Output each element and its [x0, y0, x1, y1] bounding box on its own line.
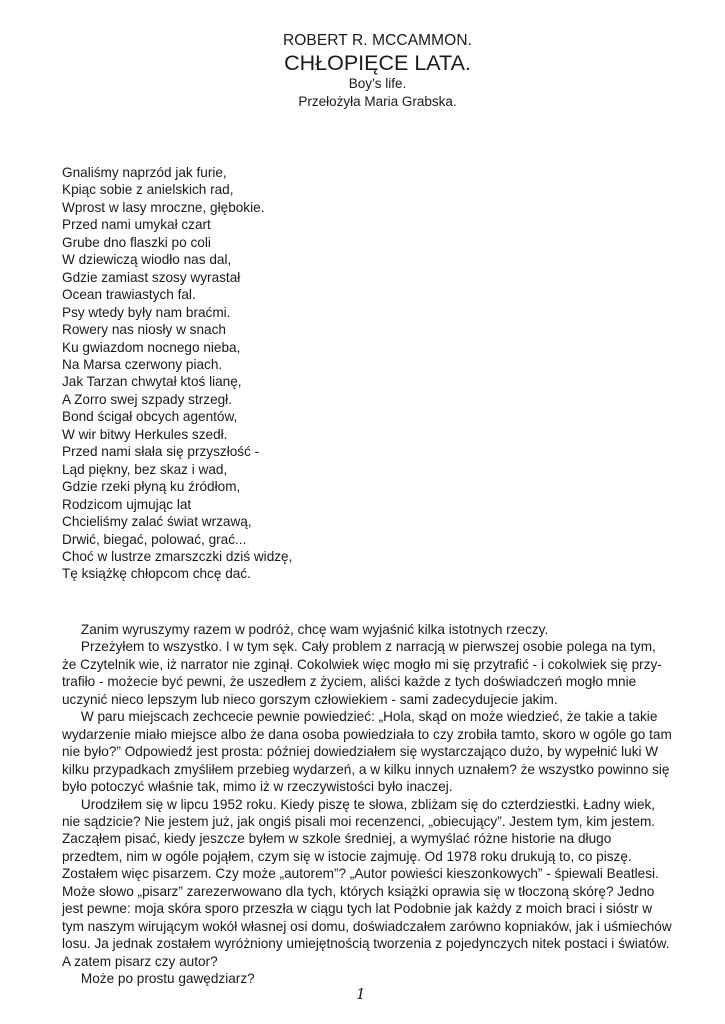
poem-line: Choć w lustrze zmarszczki dziś widzę, — [62, 548, 293, 564]
poem-line: Chcieliśmy zalać świat wrzawą, — [62, 514, 252, 530]
page-number: 1 — [356, 985, 366, 1003]
prose-line: trafiło - możecie być pewni, że uszedłem z życiem, aliści każde z tych doświadczeń mogło mnie — [62, 674, 637, 690]
translator-credit: Przełożyła Maria Grabska. — [298, 94, 457, 109]
prose-line: Zacząłem pisać, kiedy jeszcze byłem w szkole średniej, a wymyślać różne historie na długo — [62, 831, 612, 847]
prose-line: uczynić nieco lepszym lub nieco gorszym człowiekiem - sami zadecydujecie jakim. — [62, 691, 558, 707]
poem-line: Bond ścigał obcych agentów, — [62, 409, 238, 425]
prose-line: jest pewne: moja skóra sporo przeszła w ciągu tych lat Podobnie jak każdy z moich braci i sióstr w — [62, 901, 653, 917]
original-title: Boy’s life. — [348, 76, 407, 91]
prose-line: wydarzenie miało miejsce albo że dana osoba powiedziała to czy zrobiła tamto, skoro w ogóle go tam — [62, 726, 672, 742]
prose-line: Urodziłem się w lipcu 1952 roku. Kiedy piszę te słowa, zbliżam się do czterdziestki. Ładny wiek, — [62, 796, 656, 812]
prose-line: Przeżyłem to wszystko. I w tym sęk. Cały problem z narracją w pierwszej osobie polega na tym, — [62, 639, 656, 655]
prose-line: Zanim wyruszymy razem w podróż, chcę wam wyjaśnić kilka istotnych rzeczy. — [62, 622, 549, 637]
poem-line: Gdzie zamiast szosy wyrastał — [62, 269, 241, 285]
prose-line: A zatem pisarz czy autor? — [62, 953, 218, 969]
poem-line: Gdzie rzeki płyną ku źródłom, — [62, 479, 241, 495]
poem-line: Gnaliśmy naprzód jak furie, — [62, 165, 227, 180]
poem-line: Rowery nas niosły w snach — [62, 322, 226, 338]
prose-line: losu. Ja jednak zostałem wyróżniony umiejętnością tworzenia z pojedynczych nitek postaci i światów. — [62, 936, 670, 952]
poem-line: W dziewiczą wiodło nas dal, — [62, 252, 232, 268]
poem-line: Ocean trawiastych fal. — [62, 287, 196, 303]
poem-line: Wprost w lasy mroczne, głębokie. — [62, 199, 265, 215]
title-block — [0, 31, 725, 111]
poem-line: Jak Tarzan chwytał ktoś lianę, — [62, 374, 242, 390]
prose-line: kilku przypadkach zmyśliłem przebieg wydarzeń, a w kilku innych uznałem? że wszystko powinno się — [62, 761, 670, 777]
poem-line: Drwić, biegać, polować, grać... — [62, 531, 247, 547]
poem-line: Ku gwiazdom nocnego nieba, — [62, 339, 241, 355]
poem-line: Przed nami słała się przyszłość - — [62, 444, 260, 460]
poem-line: Tę książkę chłopcom chcę dać. — [62, 566, 251, 582]
prose-line: W paru miejscach zechcecie pewnie powiedzieć: „Hola, skąd on może wiedzieć, że takie a takie — [62, 709, 658, 725]
prose-line: nie było?” Odpowiedź jest prosta: później dowiedziałem się wystarczająco dużo, by wypełnić luki W — [62, 744, 659, 760]
prose-line: Może po prostu gawędziarz? — [62, 971, 255, 987]
epigraph-poem — [62, 164, 462, 583]
poem-line: Rodzicom ujmując lat — [62, 496, 192, 512]
author-name: ROBERT R. MCCAMMON. — [282, 32, 473, 49]
prose-line: Może słowo „pisarz” zarezerwowano dla tych, których książki oprawia się w tłoczoną skórę? Jedno — [62, 883, 655, 899]
poem-line: A Zorro swej szpady strzegł. — [62, 391, 232, 407]
book-title: CHŁOPIĘCE LATA. — [284, 51, 471, 75]
poem-line: Grube dno flaszki po coli — [62, 234, 211, 250]
poem-line: Na Marsa czerwony piach. — [62, 356, 223, 372]
prose-line: że Czytelnik wie, iż narrator nie zginął. Cokolwiek więc mogło mi się przytrafić - i cokolwiek się przy- — [62, 656, 662, 672]
poem-line: W wir bitwy Herkules szedł. — [62, 426, 228, 442]
prose-line: nie sądzicie? Nie jestem już, jak ongiś pisali moi recenzenci, „obiecujący”. Jestem tym, kim jestem. — [62, 813, 656, 829]
poem-line: Kpiąc sobie z anielskich rad, — [62, 182, 234, 198]
prose-line: Zostałem więc pisarzem. Czy może „autorem”? „Autor powieści kieszonkowych” - śpiewali Beatlesi. — [62, 866, 659, 882]
prose-line: przedtem, nim w ogóle pojąłem, czym się w istocie zajmuję. Od 1978 roku drukują to, co piszę. — [62, 848, 632, 864]
prose-line: tym naszym wirującym wokół własnej osi domu, doświadczałem zarówno kopniaków, jak i uśmiechów — [62, 918, 672, 934]
preface-text — [62, 621, 694, 988]
poem-line: Przed nami umykał czart — [62, 217, 211, 233]
prose-line: było potoczyć właśnie tak, mimo iż w rzeczywistości było inaczej. — [62, 779, 453, 795]
poem-line: Ląd piękny, bez skaz i wad, — [62, 461, 228, 477]
poem-line: Psy wtedy były nam braćmi. — [62, 304, 231, 320]
